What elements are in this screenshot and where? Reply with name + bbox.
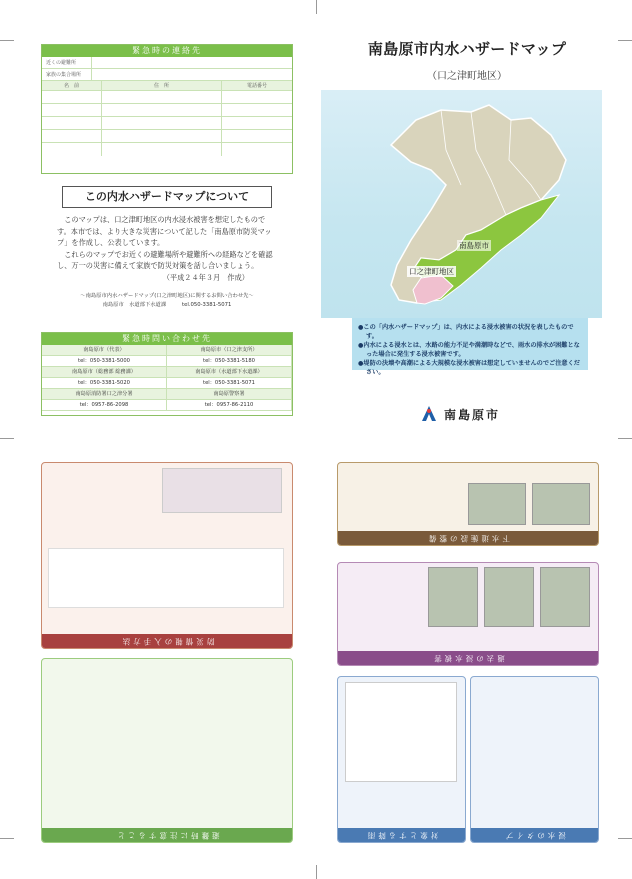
nearby-shelter-field[interactable]	[92, 57, 292, 68]
inquiry-phone[interactable]: tel：050-3381-5020	[42, 378, 167, 389]
info-sites-box	[48, 548, 284, 608]
inquiry-name: 南島原市（総務部 総務課）	[42, 367, 167, 378]
table-row[interactable]	[42, 130, 292, 143]
evacuation-tips-panel	[41, 658, 293, 843]
rain-level-table	[162, 468, 282, 513]
target-rain-heading: 対象とする降雨	[338, 828, 465, 842]
past-flood-panel	[337, 562, 599, 666]
photo	[540, 567, 590, 627]
sewer-facilities-panel	[337, 462, 599, 546]
map-label-city: 南島原市	[459, 241, 489, 250]
nearby-shelter-label: 近くの避難所	[42, 57, 92, 68]
inquiry-phone[interactable]: tel：050-3381-5000	[42, 356, 167, 367]
crop-mark	[316, 865, 317, 879]
inquiry-phone[interactable]: tel：0957-86-2110	[167, 400, 292, 411]
crop-mark	[316, 0, 317, 14]
title-block	[334, 38, 600, 82]
emergency-contacts-heading: 緊急時の連絡先	[42, 45, 292, 57]
inquiry-name: 南島原警察署	[167, 389, 292, 400]
inquiry-name: 南島原消防署口之津分署	[42, 389, 167, 400]
photo	[468, 483, 526, 525]
crop-mark	[618, 40, 632, 41]
inquiry-phone[interactable]: tel：050-3381-5180	[167, 356, 292, 367]
table-row[interactable]	[42, 91, 292, 104]
flood-types-heading: 浸水のタイプ	[471, 828, 598, 842]
photo	[532, 483, 590, 525]
photo	[428, 567, 478, 627]
rainfall-chart	[345, 682, 457, 782]
inquiry-name: 南島原市（口之津支所）	[167, 345, 292, 356]
disaster-info-heading: 防災情報の入手方法	[42, 634, 292, 648]
evacuation-heading: 避難時に注意すること	[42, 828, 292, 842]
note-item: ●内水による浸水とは、水路の能力不足や満潮時などで、雨水の排水が困難となった場合に発生する浸水被害です。	[358, 342, 580, 358]
about-section	[41, 186, 293, 320]
area-map	[321, 90, 602, 318]
city-logo	[420, 405, 500, 423]
family-meeting-label: 家族の集合場所	[42, 69, 92, 80]
city-emblem-icon	[420, 405, 438, 423]
inquiry-contact: 南島原市 水道部下水道課 tel.050-3381-5071	[102, 301, 232, 308]
page-title: 南島原市内水ハザードマップ	[367, 40, 567, 58]
map-illustration	[321, 90, 602, 318]
table-row[interactable]	[42, 117, 292, 130]
about-title: この内水ハザードマップについて	[62, 186, 272, 208]
note-item: ●この「内水ハザードマップ」は、内水による浸水被害の状況を表したものです。	[358, 324, 574, 340]
map-label-district: 口之津町地区	[409, 267, 454, 276]
city-name: 南島原市	[444, 407, 501, 422]
inquiry-phone[interactable]: tel：050-3381-5071	[167, 378, 292, 389]
emergency-inquiries-table	[41, 332, 293, 416]
crop-mark	[618, 438, 632, 439]
table-row[interactable]	[42, 104, 292, 117]
target-rain-panel	[337, 676, 466, 843]
creation-date: （平成２４年３月 作成）	[162, 272, 249, 282]
family-meeting-field[interactable]	[92, 69, 292, 80]
table-row[interactable]	[42, 143, 292, 156]
sewer-heading: 下水道施設の整備	[338, 531, 598, 545]
inquiry-heading: 〜南島原市内水ハザードマップ(口之津町地区)に関するお問い合わせ先〜	[80, 292, 254, 299]
emergency-contacts-table	[41, 44, 293, 174]
column-name: 名 前	[42, 81, 102, 90]
crop-mark	[618, 838, 632, 839]
disaster-info-panel	[41, 462, 293, 649]
inquiry-name: 南島原市（水道部下水道課）	[167, 367, 292, 378]
column-phone: 電話番号	[246, 83, 267, 89]
photo	[484, 567, 534, 627]
crop-mark	[0, 438, 14, 439]
inquiries-heading: 緊急時問い合わせ先	[42, 333, 292, 345]
inquiry-phone[interactable]: tel：0957-86-2098	[42, 400, 167, 411]
column-address: 住 所	[102, 81, 222, 90]
page-subtitle: （口之津町地区）	[427, 71, 507, 82]
map-notes	[352, 318, 588, 376]
crop-mark	[0, 838, 14, 839]
about-paragraph-1: このマップは、口之津町地区の内水浸水被害を想定したものです。本市では、より大きな災害について記した「南島原市防災マップ」を作成し、公表しています。	[57, 215, 272, 248]
flood-types-panel	[470, 676, 599, 843]
note-item: ●堤防の決壊や高潮による大規模な浸水被害は想定していませんのでご注意ください。	[358, 360, 580, 376]
inquiry-name: 南島原市（代表）	[42, 345, 167, 356]
crop-mark	[0, 40, 14, 41]
past-flood-heading: 過去の浸水被害	[338, 651, 598, 665]
about-paragraph-2: これらのマップでお近くの避難場所や避難所への経路などを確認し、万一の災害に備えて家族で防災対策を話し合いましょう。	[57, 249, 273, 271]
